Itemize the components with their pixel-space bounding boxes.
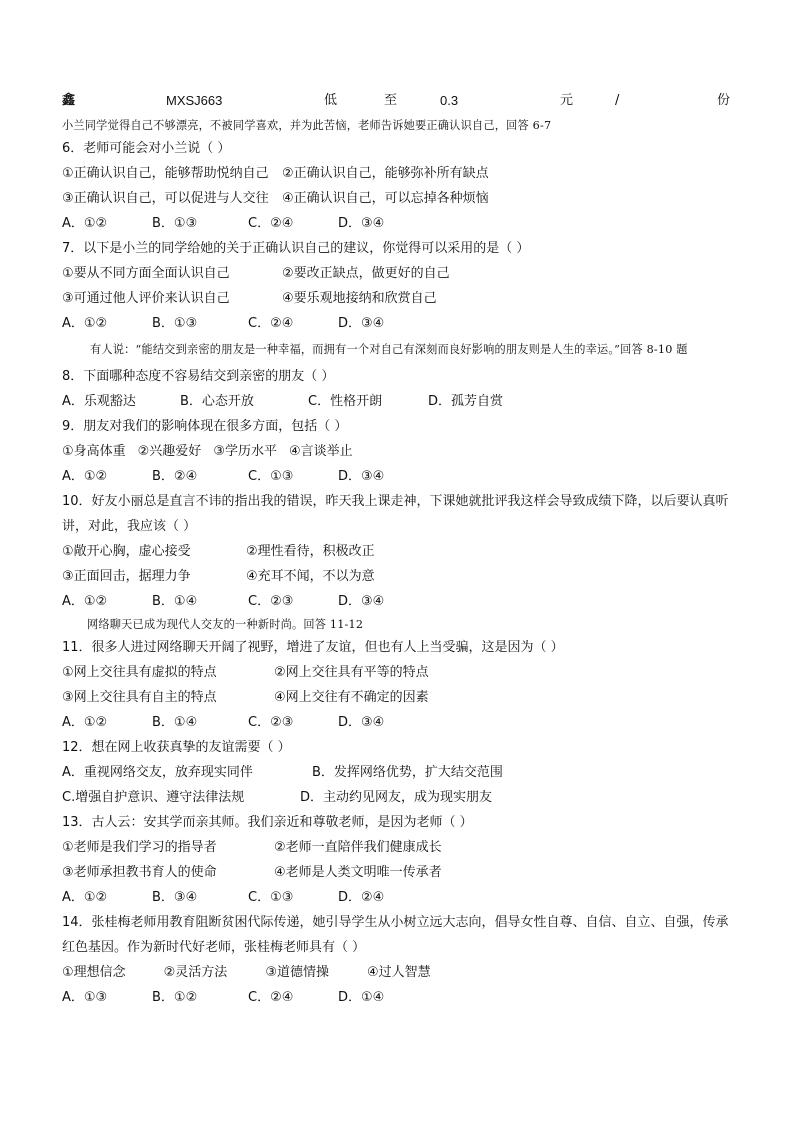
q12-answer-d[interactable]: D．主动约见网友，成为现实朋友 bbox=[300, 790, 493, 805]
header-unit: 份 bbox=[716, 93, 730, 108]
q8-answer-c[interactable]: C．性格开朗 bbox=[308, 394, 383, 409]
q10-answer-c[interactable]: C．②③ bbox=[248, 594, 294, 609]
q6-option-1: ①正确认识自己，能够帮助悦纳自己 bbox=[62, 166, 269, 181]
q11-stem: 11．很多人进过网络聊天开阔了视野，增进了友谊，但也有人上当受骗，这是因为（ ） bbox=[62, 640, 564, 655]
q7-answers bbox=[62, 311, 734, 336]
q10-answer-b[interactable]: B．①④ bbox=[152, 594, 198, 609]
q8-answer-b[interactable]: B．心态开放 bbox=[180, 394, 254, 409]
q6-answer-c[interactable]: C．②④ bbox=[248, 216, 294, 231]
q6-option-2: ②正确认识自己，能够弥补所有缺点 bbox=[282, 166, 489, 181]
q7-options-row2 bbox=[62, 286, 734, 311]
q10-option-3: ③正面回击，据理力争 bbox=[62, 569, 191, 584]
q12-answer-c[interactable]: C.增强自护意识、遵守法律法规 bbox=[62, 790, 245, 805]
question-list bbox=[62, 115, 734, 1010]
q9-stem: 9．朋友对我们的影响体现在很多方面，包括（ ） bbox=[62, 419, 348, 434]
q12-answer-a[interactable]: A．重视网络交友，放弃现实同伴 bbox=[62, 765, 253, 780]
q6-answer-b[interactable]: B．①③ bbox=[152, 216, 198, 231]
q7-option-1: ①要从不同方面全面认识自己 bbox=[62, 266, 230, 281]
q14-answer-b[interactable]: B．①② bbox=[152, 990, 198, 1005]
q6-option-3: ③正确认识自己，可以促进与人交往 bbox=[62, 191, 269, 206]
q14-answer-d[interactable]: D．①④ bbox=[338, 990, 385, 1005]
q8-stem: 8．下面哪种态度不容易结交到亲密的朋友（ ） bbox=[62, 369, 335, 384]
q7-options-row1 bbox=[62, 261, 734, 286]
q11-answers bbox=[62, 710, 734, 735]
header-brand: 鑫 bbox=[62, 93, 76, 108]
page-header bbox=[62, 92, 730, 110]
q13-answer-c[interactable]: C．①③ bbox=[248, 890, 294, 905]
q9-option-1: ①身高体重 bbox=[62, 444, 126, 459]
q12-options-row1 bbox=[62, 760, 734, 785]
q13-options-row1 bbox=[62, 835, 734, 860]
q9-option-4: ④言谈举止 bbox=[288, 444, 353, 459]
q10-answer-d[interactable]: D．③④ bbox=[338, 594, 385, 609]
header-price: 0.3 bbox=[440, 93, 459, 108]
q11-option-3: ③网上交往具有自主的特点 bbox=[62, 690, 217, 705]
q11-answer-c[interactable]: C．②③ bbox=[248, 715, 294, 730]
q7-option-4: ④要乐观地接纳和欣赏自己 bbox=[282, 291, 437, 306]
q7-option-2: ②要改正缺点，做更好的自己 bbox=[282, 266, 450, 281]
q11-option-4: ④网上交往有不确定的因素 bbox=[274, 690, 429, 705]
q10-option-4: ④充耳不闻，不以为意 bbox=[246, 569, 375, 584]
q9-answer-d[interactable]: D．③④ bbox=[338, 469, 385, 484]
q8-answers bbox=[62, 389, 734, 414]
q13-option-4: ④老师是人类文明唯一传承者 bbox=[274, 865, 442, 880]
q10-option-1: ①敞开心胸，虚心接受 bbox=[62, 544, 191, 559]
q12-stem: 12．想在网上收获真挚的友谊需要（ ） bbox=[62, 740, 291, 755]
intro-11-12: 网络聊天已成为现代人交友的一种新时尚。回答 11-12 bbox=[87, 618, 364, 631]
q12-options-row2 bbox=[62, 785, 734, 810]
q11-answer-b[interactable]: B．①④ bbox=[152, 715, 198, 730]
q13-option-2: ②老师一直陪伴我们健康成长 bbox=[274, 840, 442, 855]
q9-option-3: ③学历水平 bbox=[213, 444, 277, 459]
q9-option-2: ②兴趣爱好 bbox=[137, 444, 202, 459]
q10-options-row2 bbox=[62, 564, 734, 589]
intro-8-10: 有人说：“能结交到亲密的朋友是一种幸福，而拥有一个对自己有深刻而良好影响的朋友则是人生的幸运。”回答 8-10 题 bbox=[90, 343, 688, 356]
q7-stem: 7．以下是小兰的同学给她的关于正确认识自己的建议，你觉得可以采用的是（ ） bbox=[62, 241, 530, 256]
q13-options-row2 bbox=[62, 860, 734, 885]
header-to: 至 bbox=[384, 93, 398, 108]
q14-option-4: ④过人智慧 bbox=[366, 965, 431, 980]
q13-option-3: ③老师承担教书育人的使命 bbox=[62, 865, 217, 880]
q14-answer-c[interactable]: C．②④ bbox=[248, 990, 294, 1005]
q7-answer-d[interactable]: D．③④ bbox=[338, 316, 385, 331]
intro-6-7: 小兰同学觉得自己不够漂亮，不被同学喜欢，并为此苦恼，老师告诉她要正确认识自己，回答 6-7 bbox=[62, 119, 552, 132]
q6-options-row1 bbox=[62, 161, 734, 186]
q12-answer-b[interactable]: B．发挥网络优势，扩大结交范围 bbox=[312, 765, 503, 780]
q13-option-1: ①老师是我们学习的指导者 bbox=[62, 840, 217, 855]
q9-answer-b[interactable]: B．②④ bbox=[152, 469, 198, 484]
q13-stem: 13．古人云：安其学而亲其师。我们亲近和尊敬老师，是因为老师（ ） bbox=[62, 815, 473, 830]
q6-answer-a[interactable]: A．①② bbox=[62, 216, 108, 231]
q14-stem: 14．张桂梅老师用教育阻断贫困代际传递，她引导学生从小树立远大志向，倡导女性自尊、自信、自立、自强，传承红色基因。作为新时代好老师，张桂梅老师具有（ ） bbox=[62, 915, 729, 955]
q9-answer-a[interactable]: A．①② bbox=[62, 469, 108, 484]
q10-options-row1 bbox=[62, 539, 734, 564]
q10-stem: 10．好友小丽总是直言不讳的指出我的错误，昨天我上课走神，下课她就批评我这样会导致成绩下降，以后要认真听讲，对此，我应该（ ） bbox=[62, 494, 729, 534]
q14-answer-a[interactable]: A．①③ bbox=[62, 990, 108, 1005]
q8-answer-a[interactable]: A．乐观豁达 bbox=[62, 394, 136, 409]
q11-options-row1 bbox=[62, 660, 734, 685]
q14-option-1: ①理想信念 bbox=[62, 965, 126, 980]
q6-options-row2 bbox=[62, 186, 734, 211]
q14-options bbox=[62, 960, 734, 985]
q9-answer-c[interactable]: C．①③ bbox=[248, 469, 294, 484]
header-low: 低 bbox=[324, 93, 338, 108]
q11-answer-a[interactable]: A．①② bbox=[62, 715, 108, 730]
q14-answers bbox=[62, 985, 734, 1010]
q6-option-4: ④正确认识自己，可以忘掉各种烦恼 bbox=[282, 191, 489, 206]
q13-answer-d[interactable]: D．②④ bbox=[338, 890, 385, 905]
q7-answer-b[interactable]: B．①③ bbox=[152, 316, 198, 331]
q9-answers bbox=[62, 464, 734, 489]
header-currency: 元 bbox=[560, 93, 574, 108]
q9-options bbox=[62, 439, 734, 464]
header-code: MXSJ663 bbox=[166, 93, 223, 108]
q7-answer-c[interactable]: C．②④ bbox=[248, 316, 294, 331]
q10-option-2: ②理性看待，积极改正 bbox=[246, 544, 375, 559]
q11-option-1: ①网上交往具有虚拟的特点 bbox=[62, 665, 217, 680]
q11-options-row2 bbox=[62, 685, 734, 710]
q13-answer-a[interactable]: A．①② bbox=[62, 890, 108, 905]
q6-answers bbox=[62, 211, 734, 236]
q11-option-2: ②网上交往具有平等的特点 bbox=[274, 665, 429, 680]
header-slash: / bbox=[615, 93, 620, 108]
q10-answers bbox=[62, 589, 734, 614]
q6-answer-d[interactable]: D．③④ bbox=[338, 216, 385, 231]
q13-answer-b[interactable]: B．③④ bbox=[152, 890, 198, 905]
q6-stem: 6．老师可能会对小兰说（ ） bbox=[62, 141, 231, 156]
q8-answer-d[interactable]: D．孤芳自赏 bbox=[428, 394, 504, 409]
q14-option-3: ③道德情操 bbox=[265, 965, 329, 980]
q11-answer-d[interactable]: D．③④ bbox=[338, 715, 385, 730]
q10-answer-a[interactable]: A．①② bbox=[62, 594, 108, 609]
q7-option-3: ③可通过他人评价来认识自己 bbox=[62, 291, 230, 306]
q7-answer-a[interactable]: A．①② bbox=[62, 316, 108, 331]
q13-answers bbox=[62, 885, 734, 910]
q14-option-2: ②灵活方法 bbox=[163, 965, 228, 980]
